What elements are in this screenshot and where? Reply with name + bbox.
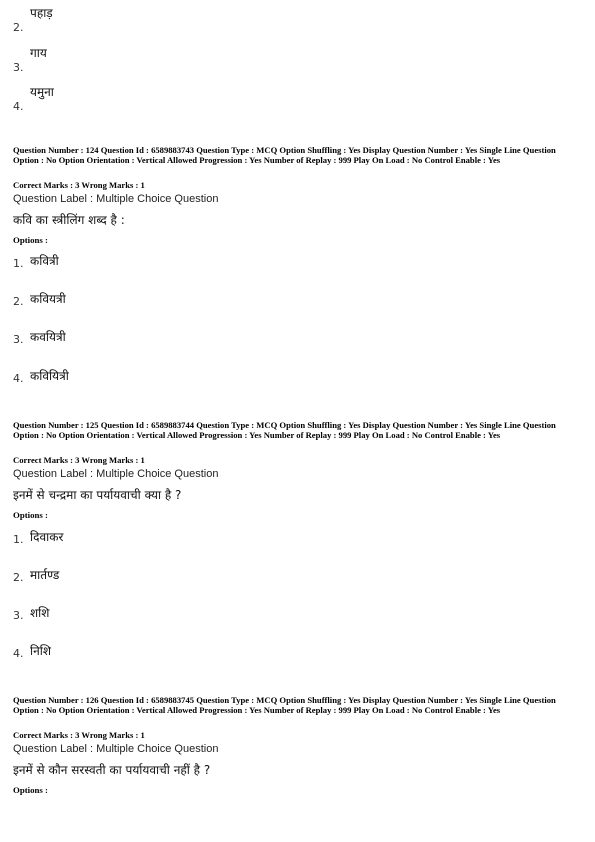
option-text: दिवाकर [30, 530, 64, 544]
option-text: पहाड़ [30, 6, 53, 20]
question-label: Question Label : Multiple Choice Question [13, 468, 219, 480]
option-item [13, 2, 313, 38]
option-item [13, 81, 313, 117]
option-number: 3. [13, 609, 24, 622]
option-text: कवयित्री [30, 330, 66, 344]
option-number: 3. [13, 333, 24, 346]
option-item [13, 42, 313, 78]
option-text: कवियित्री [30, 369, 69, 383]
options-heading: Options : [13, 785, 48, 795]
option-item [13, 276, 313, 312]
option-text: यमुना [30, 85, 54, 99]
option-number: 2. [13, 295, 24, 308]
question-text: कवि का स्त्रीलिंग शब्द है : [13, 213, 125, 227]
option-item [13, 514, 313, 550]
question-metadata: Question Number : 126 Question Id : 6589883745 Question Type : MCQ Option Shuffling : Yes Display Question Number : Yes Single Line Question Option : No Option Orientation : Vertical Allowed Progression : Yes Number of Replay : 999 Play On Load : No Control Enable : Yes [13, 695, 556, 716]
question-metadata: Question Number : 124 Question Id : 6589883743 Question Type : MCQ Option Shuffling : Yes Display Question Number : Yes Single Line Question Option : No Option Orientation : Vertical Allowed Progression : Yes Number of Replay : 999 Play On Load : No Control Enable : Yes [13, 145, 556, 166]
option-number: 4. [13, 647, 24, 660]
question-marks: Correct Marks : 3 Wrong Marks : 1 [13, 730, 145, 740]
option-item [13, 552, 313, 588]
option-text: निशि [30, 644, 52, 658]
question-text: इनमें से कौन सरस्वती का पर्यायवाची नहीं है ? [13, 763, 211, 777]
option-number: 2. [13, 21, 24, 34]
option-number: 2. [13, 571, 24, 584]
option-item [13, 590, 313, 626]
question-marks: Correct Marks : 3 Wrong Marks : 1 [13, 455, 145, 465]
options-heading: Options : [13, 235, 48, 245]
option-text: कवियत्री [30, 292, 66, 306]
option-number: 3. [13, 61, 24, 74]
option-item [13, 314, 313, 350]
option-text: कवित्री [30, 254, 59, 268]
option-text: गाय [30, 46, 47, 60]
option-item [13, 238, 313, 274]
question-metadata: Question Number : 125 Question Id : 6589883744 Question Type : MCQ Option Shuffling : Yes Display Question Number : Yes Single Line Question Option : No Option Orientation : Vertical Allowed Progression : Yes Number of Replay : 999 Play On Load : No Control Enable : Yes [13, 420, 556, 441]
option-number: 4. [13, 100, 24, 113]
question-label: Question Label : Multiple Choice Question [13, 743, 219, 755]
option-text: मार्तण्ड [30, 568, 60, 582]
option-number: 1. [13, 533, 24, 546]
option-number: 4. [13, 372, 24, 385]
question-text: इनमें से चन्द्रमा का पर्यायवाची क्या है ? [13, 488, 182, 502]
question-marks: Correct Marks : 3 Wrong Marks : 1 [13, 180, 145, 190]
option-text: शशि [30, 606, 50, 620]
options-heading: Options : [13, 510, 48, 520]
question-label: Question Label : Multiple Choice Question [13, 193, 219, 205]
option-item [13, 628, 313, 664]
option-number: 1. [13, 257, 24, 270]
option-item [13, 353, 313, 389]
